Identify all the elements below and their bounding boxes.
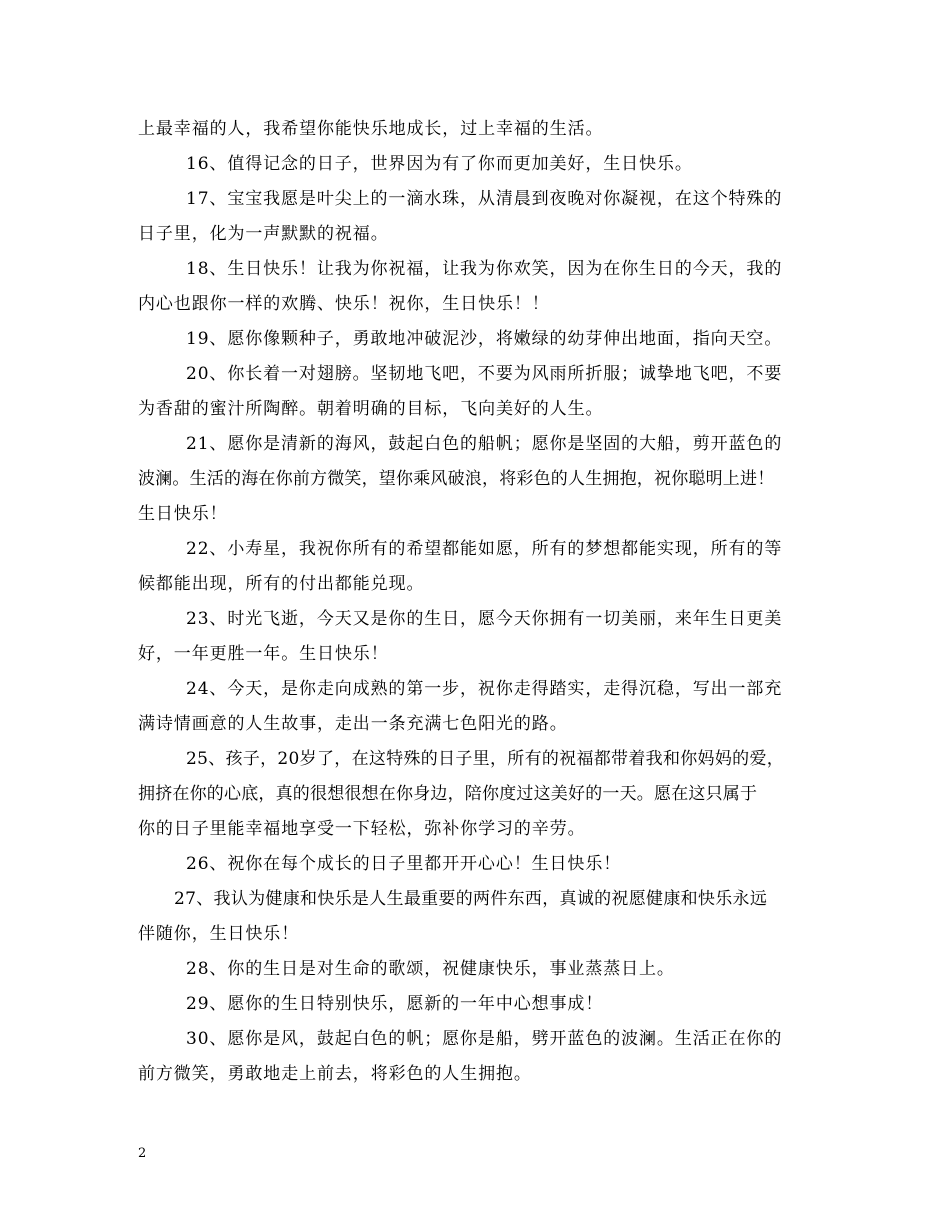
page-number: 2 — [138, 1146, 147, 1161]
text-line: 24、今天，是你走向成熟的第一步，祝你走得踏实，走得沉稳，写出一部充 — [186, 679, 783, 699]
text-line: 29、愿你的生日特别快乐，愿新的一年中心想事成！ — [186, 994, 604, 1014]
text-line: 17、宝宝我愿是叶尖上的一滴水珠，从清晨到夜晚对你凝视，在这个特殊的 — [186, 189, 783, 209]
text-line: 16、值得记念的日子，世界因为有了你而更加美好，生日快乐。 — [186, 154, 693, 174]
text-line: 23、时光飞逝，今天又是你的生日，愿今天你拥有一切美丽，来年生日更美 — [186, 609, 783, 629]
text-line: 27、我认为健康和快乐是人生最重要的两件东西，真诚的祝愿健康和快乐永远 — [174, 889, 768, 909]
text-line: 25、孩子，20岁了，在这特殊的日子里，所有的祝福都带着我和你妈妈的爱， — [186, 749, 785, 769]
text-line: 28、你的生日是对生命的歌颂，祝健康快乐，事业蒸蒸日上。 — [186, 959, 675, 979]
text-line: 20、你长着一对翅膀。坚韧地飞吧，不要为风雨所折服；诚挚地飞吧，不要 — [186, 364, 783, 384]
text-line: 26、祝你在每个成长的日子里都开开心心！生日快乐！ — [186, 854, 622, 874]
text-line: 波澜。生活的海在你前方微笑，望你乘风破浪，将彩色的人生拥抱，祝你聪明上进！ — [138, 469, 775, 489]
text-line: 上最幸福的人，我希望你能快乐地成长，过上幸福的生活。 — [138, 119, 604, 139]
text-line: 前方微笑，勇敢地走上前去，将彩色的人生拥抱。 — [138, 1064, 532, 1084]
text-line: 满诗情画意的人生故事，走出一条充满七色阳光的路。 — [138, 714, 568, 734]
text-line: 30、愿你是风，鼓起白色的帆；愿你是船，劈开蓝色的波澜。生活正在你的 — [186, 1029, 783, 1049]
text-line: 内心也跟你一样的欢腾、快乐！祝你，生日快乐！！ — [138, 294, 550, 314]
text-line: 日子里，化为一声默默的祝福。 — [138, 224, 389, 244]
text-line: 拥挤在你的心底，真的很想很想在你身边，陪你度过这美好的一天。愿在这只属于 — [138, 784, 758, 804]
text-line: 伴随你，生日快乐！ — [138, 924, 300, 944]
text-line: 19、愿你像颗种子，勇敢地冲破泥沙，将嫩绿的幼芽伸出地面，指向天空。 — [186, 329, 783, 349]
text-line: 22、小寿星，我祝你所有的希望都能如愿，所有的梦想都能实现，所有的等 — [186, 539, 783, 559]
text-line: 生日快乐！ — [138, 504, 228, 524]
text-line: 你的日子里能幸福地享受一下轻松，弥补你学习的辛劳。 — [138, 819, 586, 839]
text-line: 候都能出现，所有的付出都能兑现。 — [138, 574, 425, 594]
text-line: 好，一年更胜一年。生日快乐！ — [138, 644, 389, 664]
text-line: 18、生日快乐！让我为你祝福，让我为你欢笑，因为在你生日的今天，我的 — [186, 259, 783, 279]
text-line: 为香甜的蜜汁所陶醉。朝着明确的目标，飞向美好的人生。 — [138, 399, 604, 419]
text-line: 21、愿你是清新的海风，鼓起白色的船帆；愿你是坚固的大船，剪开蓝色的 — [186, 434, 783, 454]
